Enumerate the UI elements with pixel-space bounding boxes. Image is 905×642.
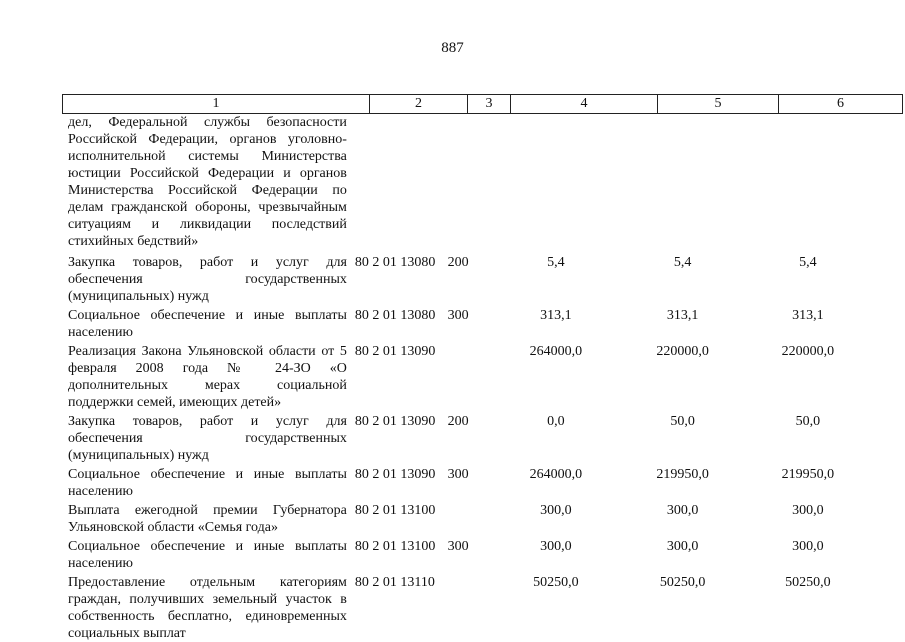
column-number-3: 3 xyxy=(468,95,511,114)
row-code: 80 2 01 13110 xyxy=(354,575,435,590)
row-value-5: 50250,0 xyxy=(659,575,706,590)
column-number-2: 2 xyxy=(370,95,468,114)
row-value-6: 50,0 xyxy=(795,414,821,429)
row-value-4: 313,1 xyxy=(540,308,572,323)
table-row xyxy=(62,466,858,500)
row-name: Реализация Закона Ульяновской области от 5 февраля 2008 года № 24-ЗО «О дополнительных мерах социальной поддержки семей, имеющих детей» xyxy=(68,344,347,410)
row-value-6: 50250,0 xyxy=(785,575,831,590)
column-number-6: 6 xyxy=(779,95,903,114)
row-value-5: 300,0 xyxy=(666,539,699,554)
column-header-table xyxy=(62,94,903,114)
table-row xyxy=(62,307,858,341)
row-value-4: 0,0 xyxy=(547,414,565,429)
row-value-4: 264000,0 xyxy=(529,467,583,482)
table-row xyxy=(62,502,858,536)
row-value-6: 5,4 xyxy=(799,255,817,270)
row-name: Социальное обеспечение и иные выплаты населению xyxy=(68,308,347,340)
row-type: 300 xyxy=(447,467,469,482)
table-row xyxy=(62,538,858,572)
row-code: 80 2 01 13080 xyxy=(354,308,436,323)
column-number-1: 1 xyxy=(63,95,370,114)
row-value-5: 5,4 xyxy=(673,255,692,270)
row-code: 80 2 01 13100 xyxy=(354,539,436,554)
row-value-4: 264000,0 xyxy=(529,344,583,359)
table-row xyxy=(62,413,858,464)
row-type: 200 xyxy=(447,414,469,429)
row-name: Предоставление отдельным категориям граждан, получивших земельный участок в собственность бесплатно, единовременных социальных выплат xyxy=(68,575,347,641)
row-name: дел, Федеральной службы безопасности Российской Федерации, органов уголовно-исполнительной системы Министерства юстиции Российской Федерации и органов Министерства Российской Федерации по делам гражданской обороны, чрезвычайным ситуациям и ликвидации последствий стихийных бедствий» xyxy=(68,115,347,249)
row-value-5: 50,0 xyxy=(670,414,695,429)
row-code: 80 2 01 13090 xyxy=(354,414,436,429)
column-number-row xyxy=(63,95,903,114)
row-code: 80 2 01 13090 xyxy=(354,344,436,359)
row-name: Социальное обеспечение и иные выплаты населению xyxy=(68,467,347,499)
row-type: 300 xyxy=(447,308,469,323)
row-value-6: 313,1 xyxy=(792,308,824,323)
row-value-5: 220000,0 xyxy=(656,344,709,359)
table-row xyxy=(62,254,858,305)
row-value-6: 220000,0 xyxy=(781,344,835,359)
page-number: 887 xyxy=(441,40,464,56)
row-value-4: 300,0 xyxy=(540,539,572,554)
row-name: Выплата ежегодной премии Губернатора Ульяновской области «Семья года» xyxy=(68,503,347,535)
row-value-5: 300,0 xyxy=(666,503,699,518)
row-value-6: 300,0 xyxy=(792,539,824,554)
table-row xyxy=(62,114,858,250)
row-value-4: 50250,0 xyxy=(533,575,579,590)
row-value-4: 300,0 xyxy=(540,503,572,518)
row-code: 80 2 01 13080 xyxy=(354,255,436,270)
column-number-4: 4 xyxy=(511,95,658,114)
budget-table-body xyxy=(62,114,858,642)
row-type: 300 xyxy=(447,539,469,554)
row-name: Закупка товаров, работ и услуг для обеспечения государственных (муниципальных) нужд xyxy=(68,255,347,304)
row-value-4: 5,4 xyxy=(547,255,565,270)
row-code: 80 2 01 13100 xyxy=(354,503,436,518)
row-type: 200 xyxy=(447,255,469,270)
row-value-6: 300,0 xyxy=(792,503,824,518)
table-row xyxy=(62,574,858,642)
column-number-5: 5 xyxy=(658,95,779,114)
row-name: Социальное обеспечение и иные выплаты населению xyxy=(68,539,347,571)
row-value-5: 313,1 xyxy=(666,308,699,323)
row-code: 80 2 01 13090 xyxy=(354,467,436,482)
row-value-5: 219950,0 xyxy=(656,467,709,482)
table-row xyxy=(62,343,858,411)
row-name: Закупка товаров, работ и услуг для обеспечения государственных (муниципальных) нужд xyxy=(68,414,347,463)
row-value-6: 219950,0 xyxy=(781,467,835,482)
